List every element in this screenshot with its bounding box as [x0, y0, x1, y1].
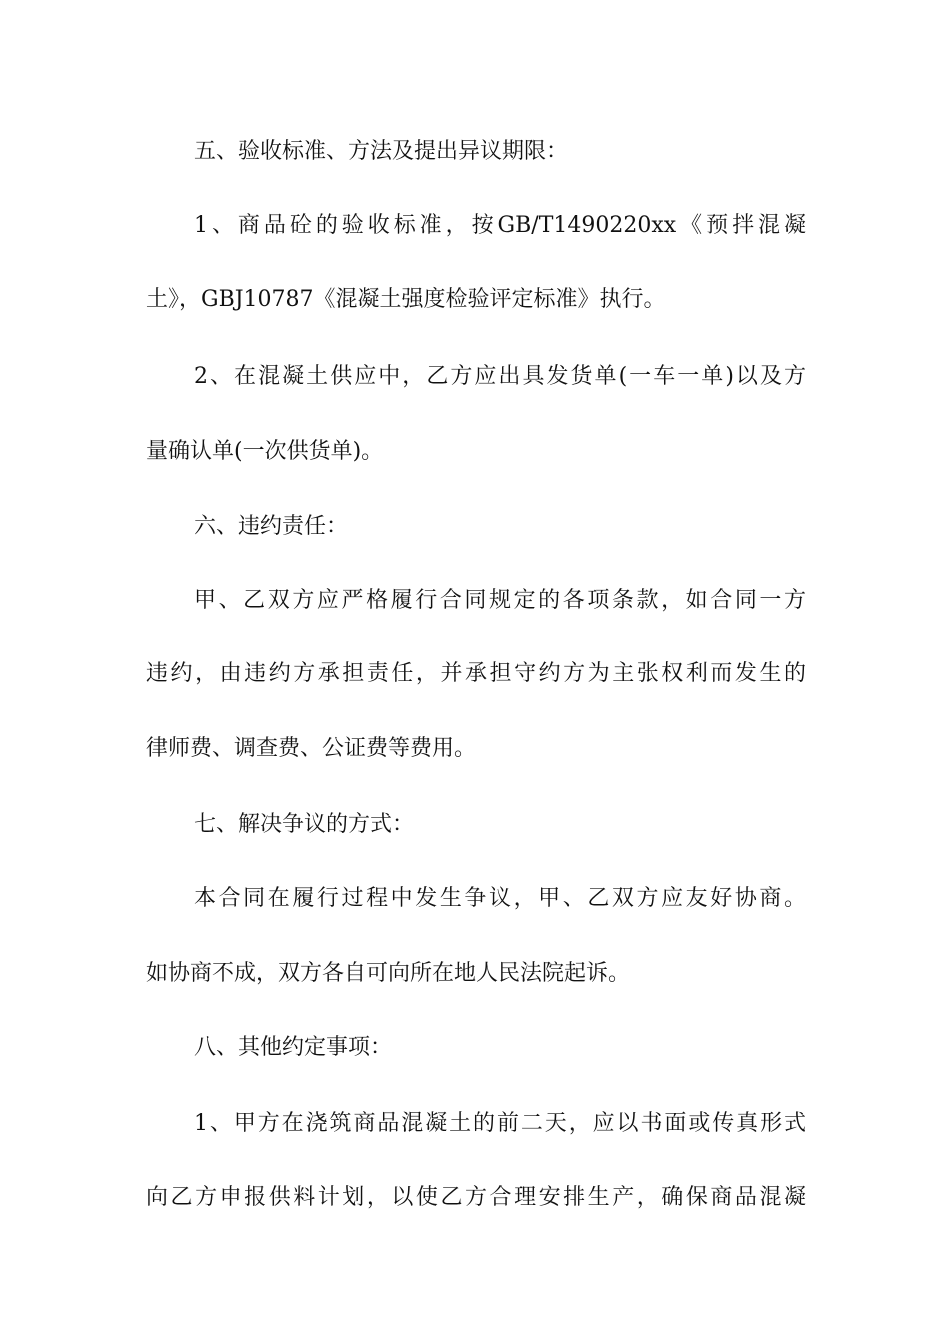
paragraph-line: 向乙方申报供料计划，以使乙方合理安排生产，确保商品混凝	[146, 1185, 806, 1210]
section-heading-8: 八、其他约定事项：	[194, 1035, 393, 1060]
section-heading-7: 七、解决争议的方式：	[194, 812, 415, 837]
paragraph-line: 本合同在履行过程中发生争议，甲、乙双方应友好协商。	[194, 886, 806, 911]
section-heading-6: 六、违约责任：	[194, 514, 349, 539]
paragraph-line: 违约，由违约方承担责任，并承担守约方为主张权利而发生的	[146, 661, 806, 686]
paragraph-line: 1、商品砼的验收标准，按GB/T1490220xx《预拌混凝	[194, 213, 806, 238]
paragraph-line: 2、在混凝土供应中，乙方应出具发货单(一车一单)以及方	[194, 364, 806, 389]
paragraph-line: 量确认单(一次供货单)。	[146, 439, 384, 464]
paragraph-line: 律师费、调查费、公证费等费用。	[146, 736, 477, 761]
paragraph-line: 如协商不成，双方各自可向所在地人民法院起诉。	[146, 961, 631, 986]
paragraph-line: 1、甲方在浇筑商品混凝土的前二天，应以书面或传真形式	[194, 1111, 806, 1136]
section-heading-5: 五、验收标准、方法及提出异议期限：	[194, 139, 569, 164]
paragraph-line: 甲、乙双方应严格履行合同规定的各项条款，如合同一方	[194, 588, 806, 613]
paragraph-line: 土》，GBJ10787《混凝土强度检验评定标准》执行。	[146, 287, 666, 312]
